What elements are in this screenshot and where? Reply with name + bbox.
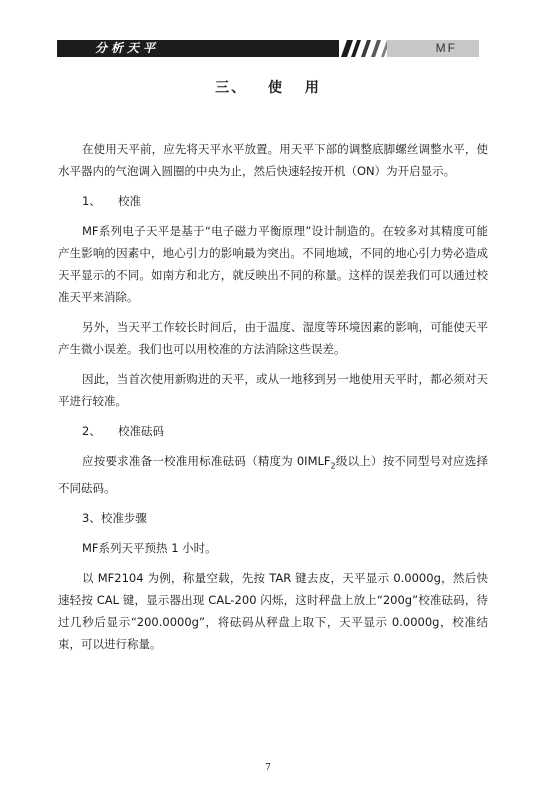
paragraph: 以 MF2104 为例，称量空载，先按 TAR 键去皮，天平显示 0.0000g，然后快速轻按 CAL 键，显示器出现 CAL-200 闪烁，这时秤盘上放上“200g”校准砝码，待过几秒后显示“200.0000g”，将砝码从秤盘上取下，天平显示 0.0000g，校准结束，可以进行称量。	[58, 571, 488, 652]
subscript: 2	[330, 461, 336, 471]
heading-calibration-steps: 3、校准步骤	[82, 511, 147, 526]
paragraph: MF系列电子天平是基于“电子磁力平衡原理”设计制造的。在较多对其精度可能产生影响的因素中，地心引力的影响最为突出。不同地域，不同的地心引力势必造成天平显示的不同。如南方和北方，就反映出不同的称量。这样的误差我们可以通过校准天平来消除。	[58, 224, 488, 304]
paragraph: 因此，当首次使用新购进的天平，或从一地移到另一地使用天平时，都必须对天平进行较准。	[58, 372, 488, 408]
section-title: 三、 使 用	[215, 80, 321, 96]
heading-calibration-weight	[58, 420, 488, 442]
heading-number: 1、	[82, 194, 101, 208]
page-header	[57, 40, 479, 57]
paragraph: 另外，当天平工作较长时间后，由于温度、湿度等环境因素的影响，可能使天平产生微小误差。我们也可以用校准的方法消除这些误差。	[58, 320, 488, 356]
paragraph	[58, 450, 488, 499]
header-dark-band	[57, 40, 339, 57]
header-grey-band	[387, 40, 479, 57]
heading-text: 校准砝码	[118, 424, 164, 438]
page-number: 7	[265, 763, 271, 773]
paragraph: MF系列天平预热 1 小时。	[82, 541, 217, 556]
text-run: 级以上）按不同型号对应选择不同砝码。	[58, 454, 489, 496]
header-title: 分析天平	[95, 41, 160, 55]
intro-paragraph: 在使用天平前，应先将天平水平放置。用天平下部的调整底脚螺丝调整水平，使水平器内的气泡调入圆圈的中央为止，然后快速轻按开机（ON）为开启显示。	[58, 142, 488, 178]
header-model: MF	[435, 41, 457, 55]
heading-text: 校准	[118, 194, 141, 208]
heading-number: 2、	[82, 424, 101, 438]
document-body	[58, 138, 488, 663]
heading-calibration	[58, 190, 488, 212]
text-run: 应按要求准备一校准用标准砝码（精度为 0IMLF	[82, 454, 331, 468]
